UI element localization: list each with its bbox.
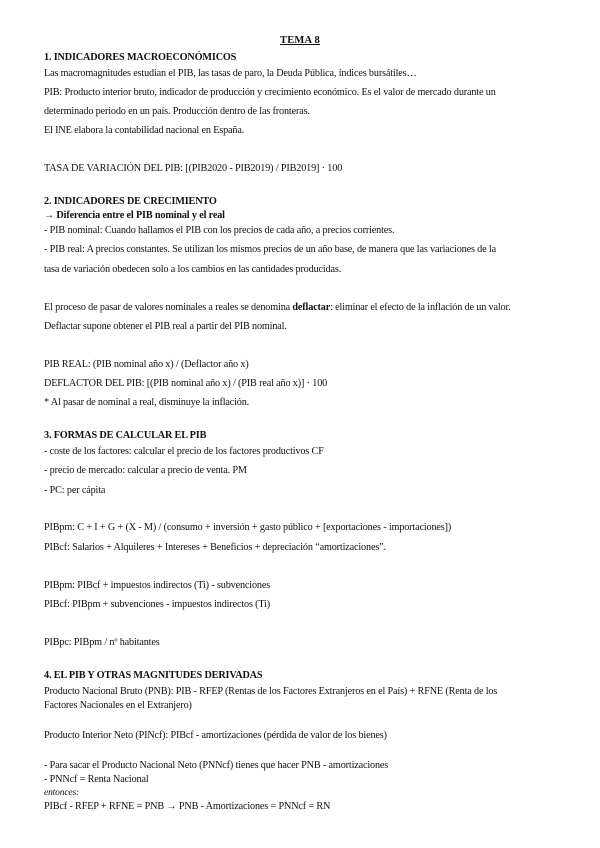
s1-line-1: Las macromagnitudes estudian el PIB, las tasas de paro, la Deuda Pública, índices bursátiles… (44, 68, 417, 79)
s1-line-3: determinado periodo en un país. Producción dentro de las fronteras. (44, 106, 310, 117)
section-4-heading: 4. EL PIB Y OTRAS MAGNITUDES DERIVADAS (44, 670, 263, 681)
section-2-heading: 2. INDICADORES DE CRECIMIENTO (44, 196, 217, 207)
document-title: TEMA 8 (280, 35, 320, 46)
s3-line-5: PIBcf: Salarios + Alquileres + Intereses + Beneficios + depreciación “amortizaciones”. (44, 542, 386, 553)
s2-subheading: → Diferencia entre el PIB nominal y el real (44, 210, 225, 221)
s3-line-4: PIBpm: C + I + G + (X - M) / (consumo + inversión + gasto público + [exportaciones - importaciones]) (44, 522, 452, 533)
s3-line-8: PIBpc: PIBpm / nº habitantes (44, 637, 160, 648)
s2-line-8: * Al pasar de nominal a real, disminuye la inflación. (44, 397, 250, 408)
s3-line-2: - precio de mercado: calcular a precio de venta. PM (44, 465, 247, 476)
s2-line-5: Deflactar supone obtener el PIB real a partir del PIB nominal. (44, 321, 287, 332)
s3-line-1: - coste de los factores: calcular el precio de los factores productivos CF (44, 446, 324, 457)
section-1-heading: 1. INDICADORES MACROECONÓMICOS (44, 52, 237, 63)
s2-line-6: PIB REAL: (PIB nominal año x) / (Deflactor año x) (44, 359, 249, 370)
s4-line-1: Producto Nacional Bruto (PNB): PIB - RFEP (Rentas de los Factores Extranjeros en el País) + RFNE (Renta de los (44, 686, 498, 697)
s4-line-3: Producto Interior Neto (PINcf): PIBcf - amortizaciones (pérdida de valor de los bienes) (44, 730, 387, 741)
s3-line-6: PIBpm: PIBcf + impuestos indirectos (Ti) - subvenciones (44, 580, 271, 591)
s4-line-4: - Para sacar el Producto Nacional Neto (PNNcf) tienes que hacer PNB - amortizaciones (44, 760, 389, 771)
s4-line-7: PIBcf - RFEP + RFNE = PNB → PNB - Amortizaciones = PNNcf = RN (44, 801, 331, 812)
s1-line-4: El INE elabora la contabilidad nacional en España. (44, 125, 245, 136)
s4-line-2: Factores Nacionales en el Extranjero) (44, 700, 192, 711)
deflactar-term: deflactar (292, 302, 331, 313)
s3-line-3: - PC: per cápita (44, 485, 106, 496)
s4-line-5: - PNNcf = Renta Nacional (44, 774, 149, 785)
section-3-heading: 3. FORMAS DE CALCULAR EL PIB (44, 430, 207, 441)
s2-line-4c: : eliminar el efecto de la inflación de un valor. (330, 302, 511, 313)
s2-line-4 (44, 301, 511, 314)
s4-line-6: entonces: (44, 788, 80, 798)
s2-line-3: tasa de variación obedecen solo a los cambios en las cantidades producidas. (44, 264, 342, 275)
s2-line-1: - PIB nominal: Cuando hallamos el PIB con los precios de cada año, a precios corrientes. (44, 225, 395, 236)
s3-line-7: PIBcf: PIBpm + subvenciones - impuestos indirectos (Ti) (44, 599, 271, 610)
s2-line-4a: El proceso de pasar de valores nominales a reales se denomina (44, 302, 293, 313)
s1-line-5: TASA DE VARIACIÓN DEL PIB: [(PIB2020 - PIB2019) / PIB2019] · 100 (44, 163, 343, 174)
s2-line-7: DEFLACTOR DEL PIB: [(PIB nominal año x) / (PIB real año x)] · 100 (44, 378, 328, 389)
s1-line-2: PIB: Producto interior bruto, indicador de producción y crecimiento económico. Es el valor de mercado durante un (44, 87, 496, 98)
s2-line-2: - PIB real: A precios constantes. Se utilizan los mismos precios de un año base, de manera que las variaciones de la (44, 244, 496, 255)
